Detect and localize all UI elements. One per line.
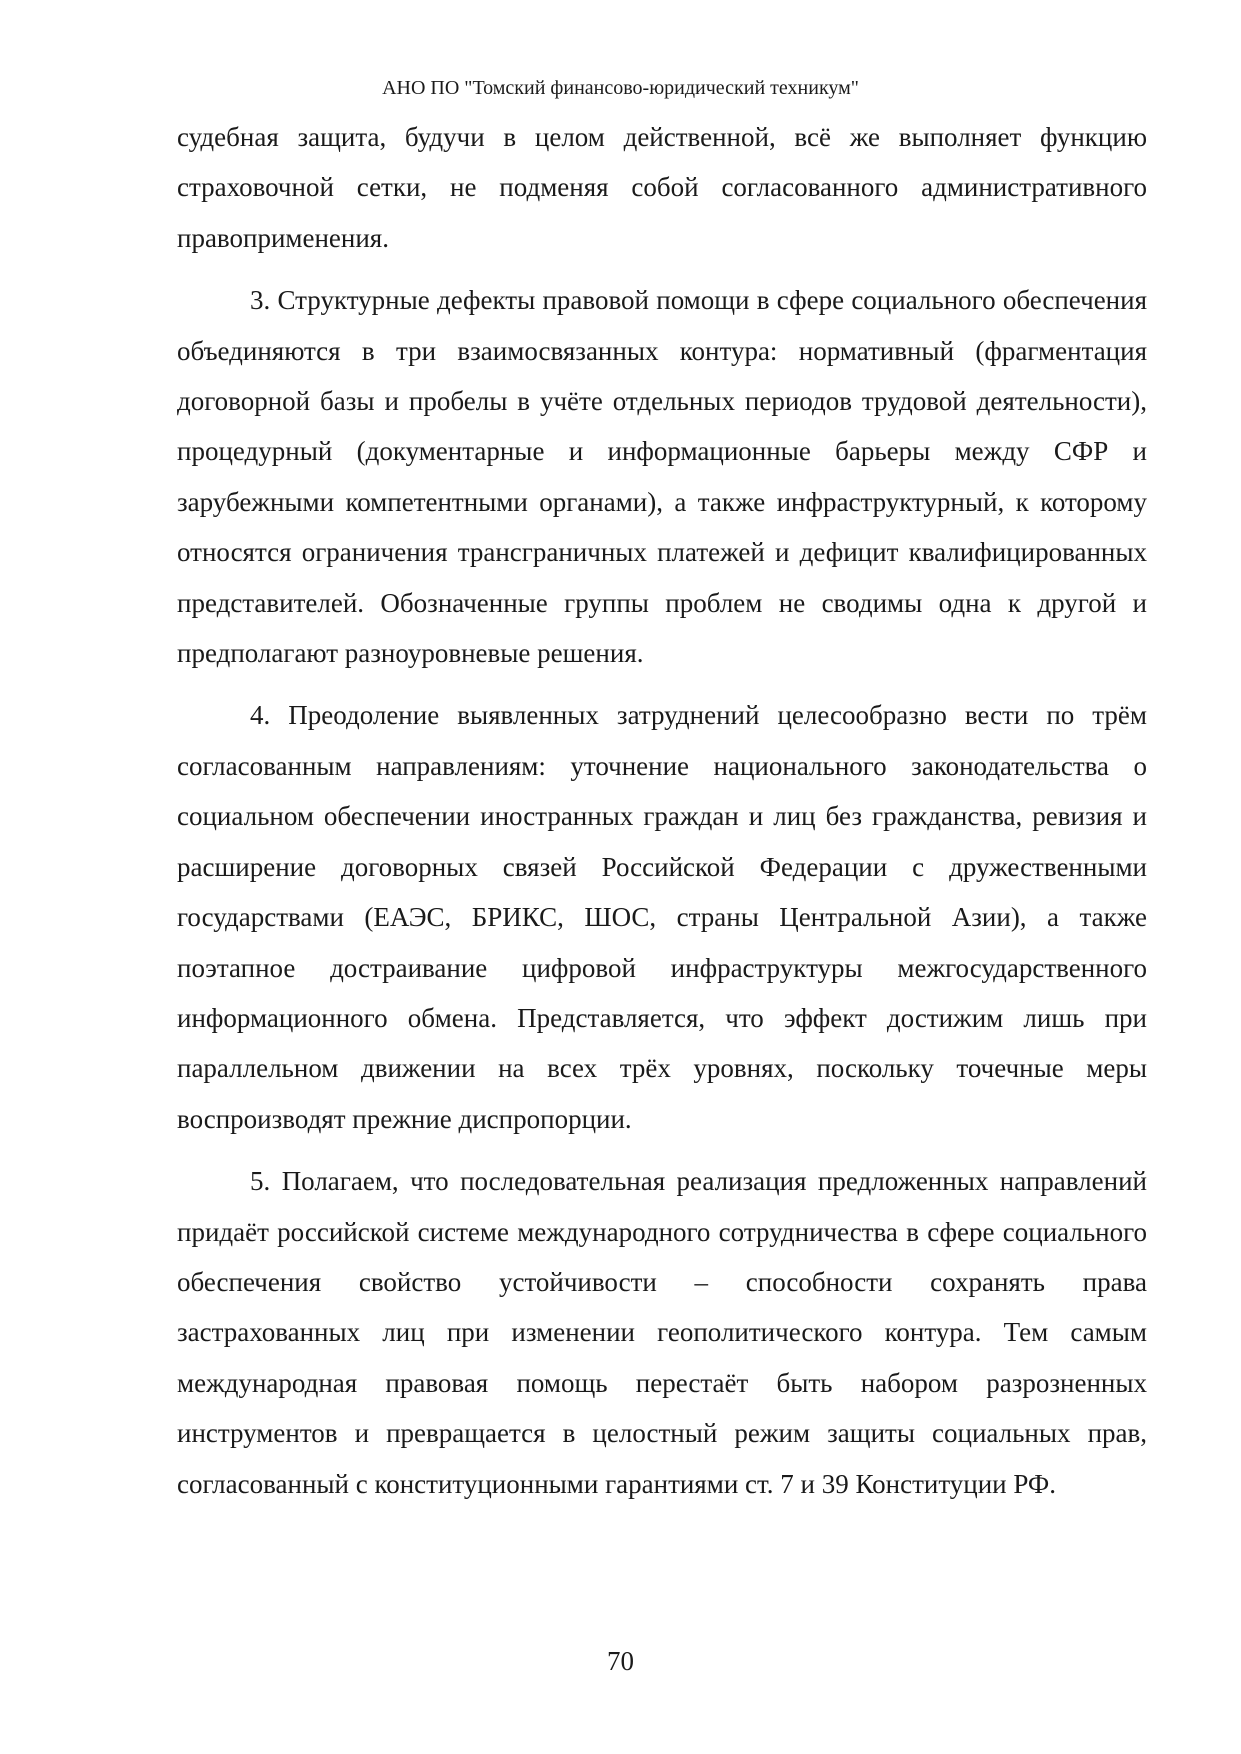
paragraph-continuation: судебная защита, будучи в целом действенной, всё же выполняет функцию страховочной сетки, не подменяя собой согласованного административного правоприменения. bbox=[177, 122, 1147, 253]
page-body bbox=[177, 112, 1147, 1509]
page-number: 70 bbox=[607, 1646, 634, 1676]
page-header: АНО ПО "Томский финансово-юридический техникум" bbox=[382, 77, 859, 99]
paragraph-item-4: 4. Преодоление выявленных затруднений целесообразно вести по трём согласованным направлениям: уточнение национального законодательства о социальном обеспечении иностранных граждан и лиц без гражданства, ревизия и расширение договорных связей Российской Федерации с дружественными государствами (ЕАЭС, БРИКС, ШОС, страны Центральной Азии), а также поэтапное достраивание цифровой инфраструктуры межгосударственного информационного обмена. Представляется, что эффект достижим лишь при параллельном движении на всех трёх уровнях, поскольку точечные меры воспроизводят прежние диспропорции. bbox=[177, 700, 1147, 1134]
paragraph-item-3: 3. Структурные дефекты правовой помощи в сфере социального обеспечения объединяются в три взаимосвязанных контура: нормативный (фрагментация договорной базы и пробелы в учёте отдельных периодов трудовой деятельности), процедурный (документарные и информационные барьеры между СФР и зарубежными компетентными органами), а также инфраструктурный, к которому относятся ограничения трансграничных платежей и дефицит квалифицированных представителей. Обозначенные группы проблем не сводимы одна к другой и предполагают разноуровневые решения. bbox=[177, 285, 1147, 669]
paragraph-item-5: 5. Полагаем, что последовательная реализация предложенных направлений придаёт российской системе международного сотрудничества в сфере социального обеспечения свойство устойчивости – способности сохранять права застрахованных лиц при изменении геополитического контура. Тем самым международная правовая помощь перестаёт быть набором разрозненных инструментов и превращается в целостный режим защиты социальных прав, согласованный с конституционными гарантиями ст. 7 и 39 Конституции РФ. bbox=[177, 1166, 1147, 1499]
